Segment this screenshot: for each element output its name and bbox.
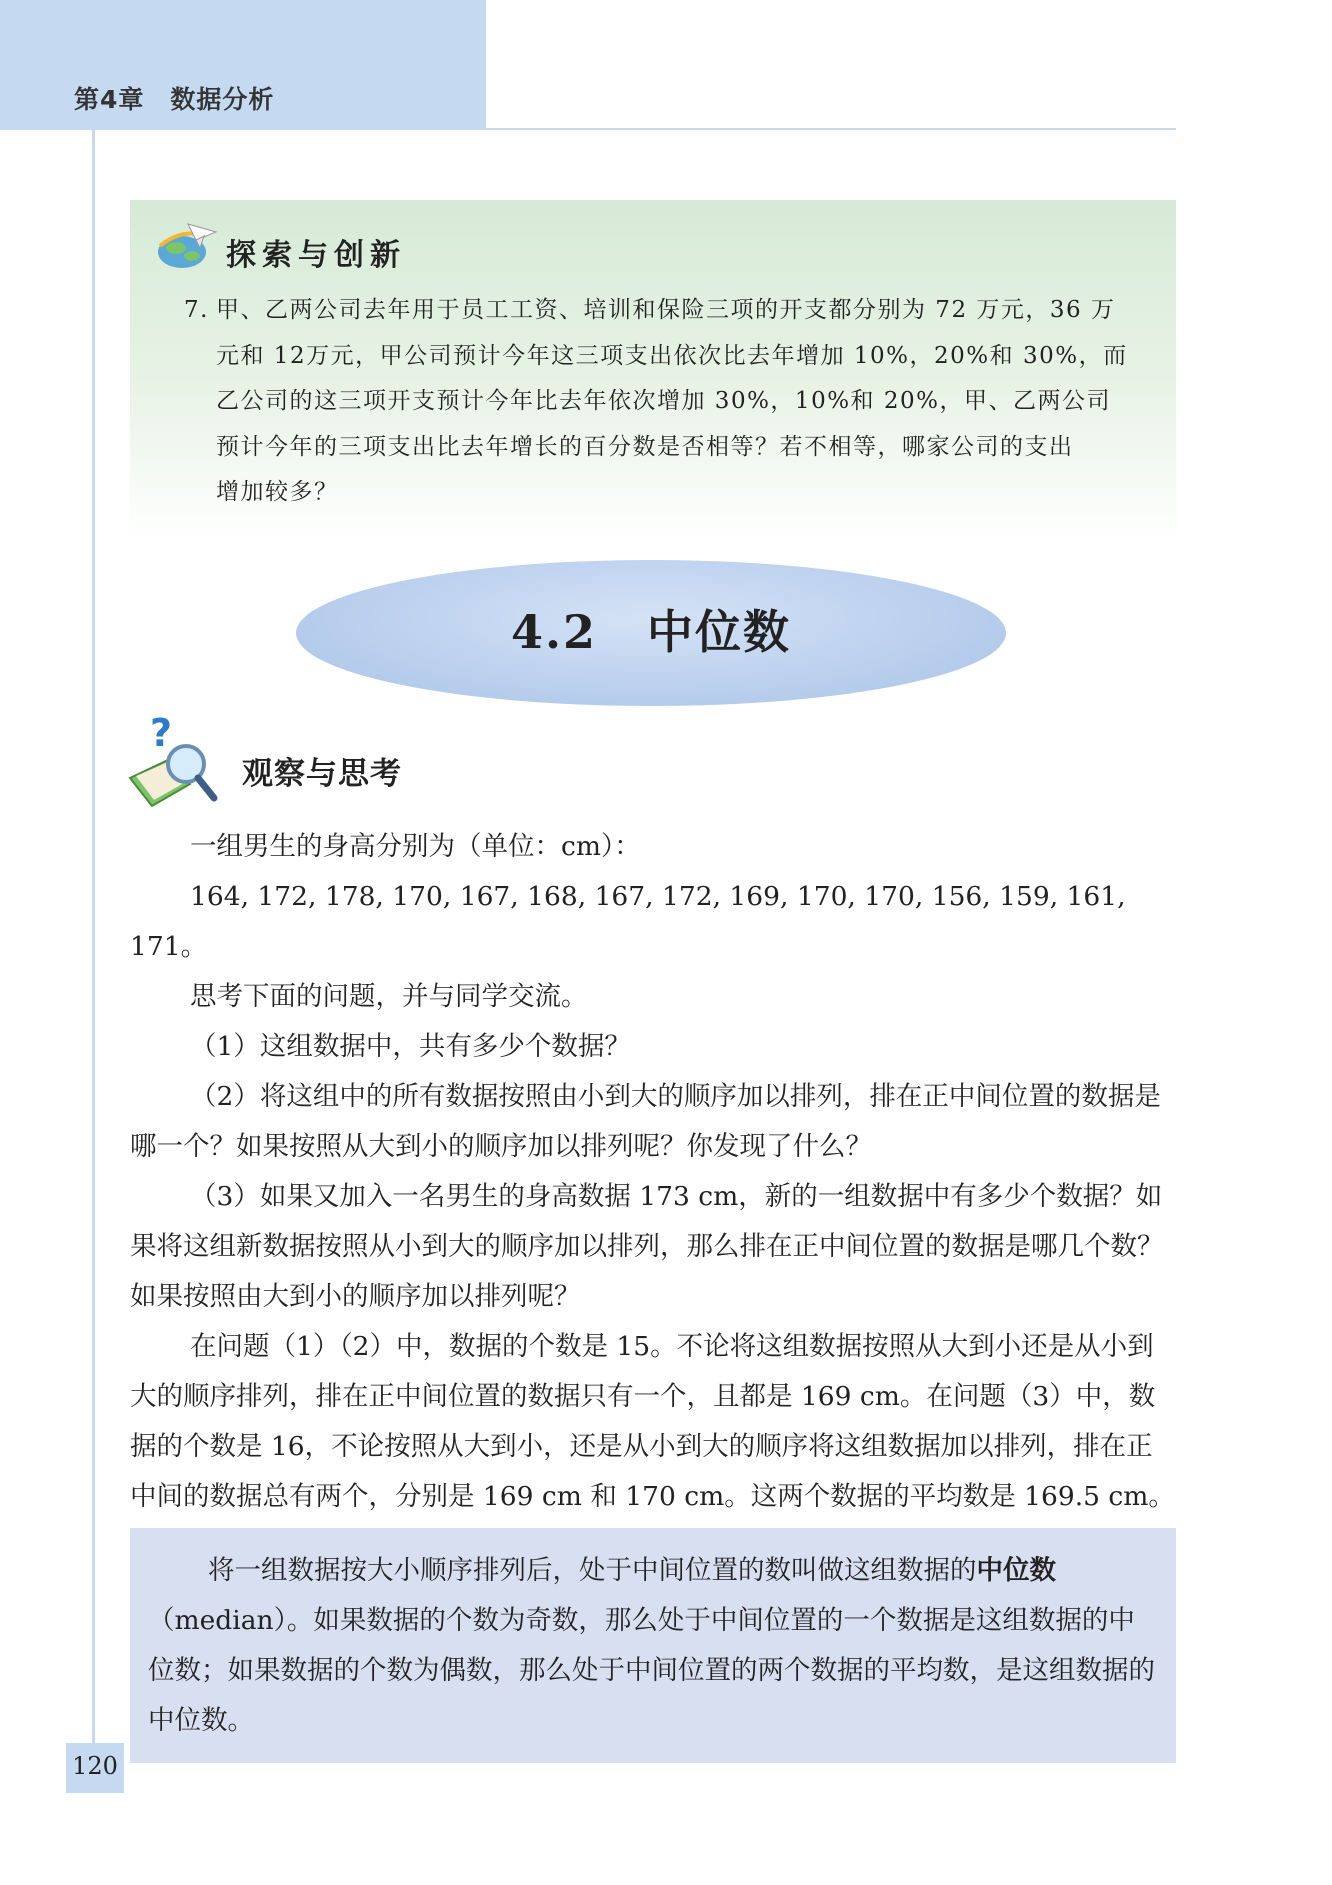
problem-line: 甲、乙两公司去年用于员工工资、培训和保险三项的开支都分别为 72 万元，36 万 bbox=[216, 297, 1116, 323]
page-number: 120 bbox=[72, 1752, 118, 1780]
problem-number: 7. bbox=[184, 297, 209, 323]
definition-text-after: （median）。如果数据的个数为奇数，那么处于中间位置的一个数据是这组数据的中位数；如果数据的个数为偶数，那么处于中间位置的两个数据的平均数，是这组数据的中位数。 bbox=[148, 1605, 1155, 1736]
explore-title: 探索与创新 bbox=[226, 238, 406, 273]
body-text bbox=[130, 822, 1176, 1522]
body-paragraph: 一组男生的身高分别为（单位：cm）： bbox=[190, 831, 641, 862]
question-1: （1）这组数据中，共有多少个数据？ bbox=[190, 1031, 631, 1062]
body-paragraph: 思考下面的问题，并与同学交流。 bbox=[190, 981, 588, 1012]
section-number: 4.2 bbox=[510, 605, 598, 659]
section-name: 中位数 bbox=[647, 605, 792, 659]
question-2: （2）将这组中的所有数据按照由小到大的顺序加以排列，排在正中间位置的数据是哪一个？如果按照从大到小的顺序加以排列呢？你发现了什么？ bbox=[130, 1081, 1161, 1162]
paper-plane-globe-icon bbox=[152, 218, 218, 272]
observe-title: 观察与思考 bbox=[242, 756, 402, 792]
problem-line: 增加较多？ bbox=[216, 479, 339, 505]
svg-text:?: ? bbox=[150, 712, 173, 755]
explanation-paragraph: 在问题（1）（2）中，数据的个数是 15。不论将这组数据按照从大到小还是从小到大的顺序排列，排在正中间位置的数据只有一个，且都是 169 cm。在问题（3）中，数据的个数是 16，不论按照从大到小，还是从小到大的顺序将这组数据加以排列，排在正中间的数据总有两个，分别是 169 cm 和 170 cm。这两个数据的平均数是 169.5 cm。 bbox=[130, 1331, 1175, 1512]
definition-term: 中位数 bbox=[976, 1555, 1056, 1586]
problem-7 bbox=[184, 288, 1154, 516]
chapter-number: 第4章 bbox=[74, 85, 145, 114]
header-rule bbox=[486, 128, 1176, 130]
magnifier-book-question-icon bbox=[128, 712, 228, 808]
height-data: 164, 172, 178, 170, 167, 168, 167, 172, 169, 170, 170, 156, 159, 161, 171。 bbox=[130, 881, 1126, 962]
chapter-title bbox=[74, 80, 274, 116]
problem-line: 乙公司的这三项开支预计今年比去年依次增加 30%，10%和 20%，甲、乙两公司 bbox=[216, 388, 1111, 414]
question-3: （3）如果又加入一名男生的身高数据 173 cm，新的一组数据中有多少个数据？如果将这组新数据按照从小到大的顺序加以排列，那么排在正中间位置的数据是哪几个数？如果按照由大到小的顺序加以排列呢？ bbox=[130, 1181, 1164, 1312]
definition-text-before: 将一组数据按大小顺序排列后，处于中间位置的数叫做这组数据的 bbox=[208, 1555, 977, 1586]
median-definition bbox=[148, 1546, 1158, 1746]
chapter-name: 数据分析 bbox=[170, 85, 275, 114]
section-title bbox=[296, 596, 1006, 662]
margin-line bbox=[92, 130, 95, 1755]
problem-line: 元和 12万元，甲公司预计今年这三项支出依次比去年增加 10%，20%和 30%，而 bbox=[216, 342, 1128, 369]
problem-line: 预计今年的三项支出比去年增长的百分数是否相等？若不相等，哪家公司的支出 bbox=[216, 433, 1074, 460]
